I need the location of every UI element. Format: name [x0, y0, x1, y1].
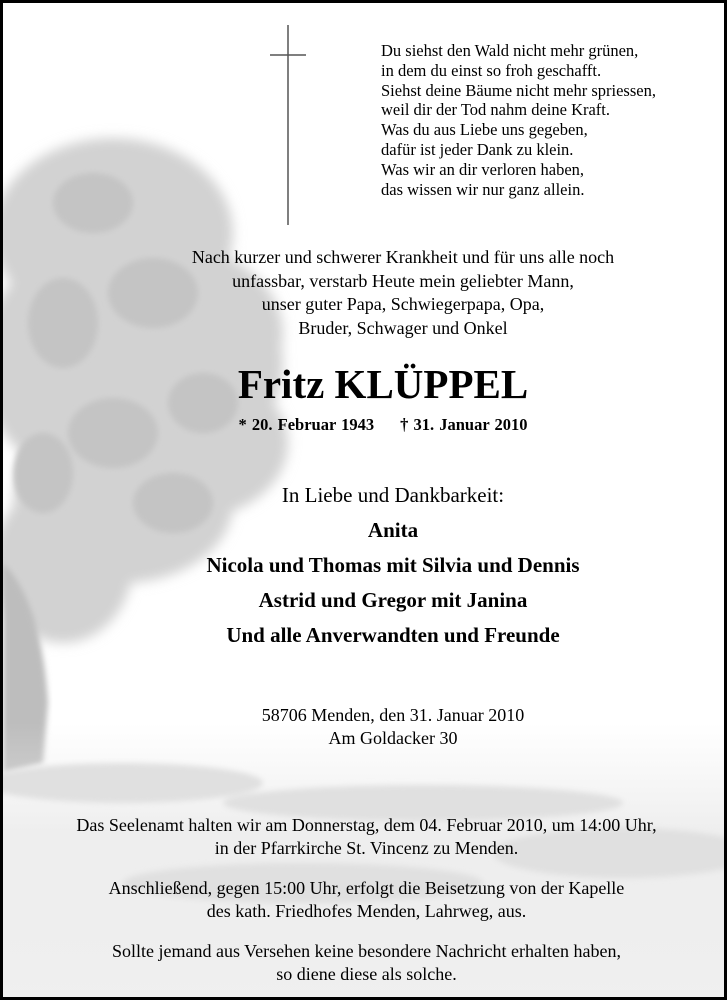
- poem-line: Siehst deine Bäume nicht mehr spriessen,: [381, 80, 656, 100]
- notice-line: Sollte jemand aus Versehen keine besondere Nachricht erhalten haben,: [112, 941, 621, 961]
- death-date: † 31. Januar 2010: [400, 415, 528, 434]
- poem-line: das wissen wir nur ganz allein.: [381, 179, 585, 199]
- deceased-name: Fritz KLÜPPEL: [237, 361, 529, 407]
- family-entry: Astrid und Gregor mit Janina: [258, 588, 528, 612]
- street-address: Am Goldacker 30: [328, 727, 458, 748]
- poem-line: weil dir der Tod nahm deine Kraft.: [381, 100, 611, 120]
- birth-date: * 20. Februar 1943: [238, 415, 375, 434]
- announcement-line: Nach kurzer und schwerer Krankheit und für uns alle noch: [191, 247, 615, 267]
- place-and-date: 58706 Menden, den 31. Januar 2010: [261, 705, 525, 725]
- announcement-line: unser guter Papa, Schwiegerpapa, Opa,: [261, 294, 545, 314]
- family-entry: Und alle Anverwandten und Freunde: [226, 623, 560, 647]
- place-date-address: [183, 704, 603, 749]
- poem-line: Du siehst den Wald nicht mehr grünen,: [381, 41, 639, 60]
- death-announcement: [163, 246, 643, 340]
- life-dates: [153, 415, 613, 435]
- service-notices: [3, 796, 727, 1000]
- poem-line: in dem du einst so froh geschafft.: [381, 60, 602, 80]
- poem-line: Was du aus Liebe uns gegeben,: [381, 120, 588, 140]
- announcement-line: Bruder, Schwager und Onkel: [298, 317, 508, 338]
- family-entry: Anita: [367, 518, 419, 542]
- notice-line: in der Pfarrkirche St. Vincenz zu Menden.: [214, 837, 519, 858]
- notice-line: des kath. Friedhofes Menden, Lahrweg, aus.: [206, 900, 527, 921]
- poem-line: Was wir an dir verloren haben,: [381, 159, 585, 179]
- family-entry: Nicola und Thomas mit Silvia und Dennis: [206, 553, 580, 577]
- cross-icon: [268, 25, 308, 225]
- notice-line: Das Seelenamt halten wir am Donnerstag, dem 04. Februar 2010, um 14:00 Uhr,: [76, 815, 657, 835]
- poem: [381, 41, 711, 199]
- family-list: [153, 513, 633, 653]
- notice-line: Anschließend, gegen 15:00 Uhr, erfolgt die Beisetzung von der Kapelle: [108, 878, 625, 898]
- thanks-heading: In Liebe und Dankbarkeit:: [281, 483, 505, 507]
- announcement-line: unfassbar, verstarb Heute mein geliebter Mann,: [232, 270, 574, 291]
- notice-line: so diene diese als solche.: [276, 963, 457, 984]
- poem-line: dafür ist jeder Dank zu klein.: [381, 139, 574, 159]
